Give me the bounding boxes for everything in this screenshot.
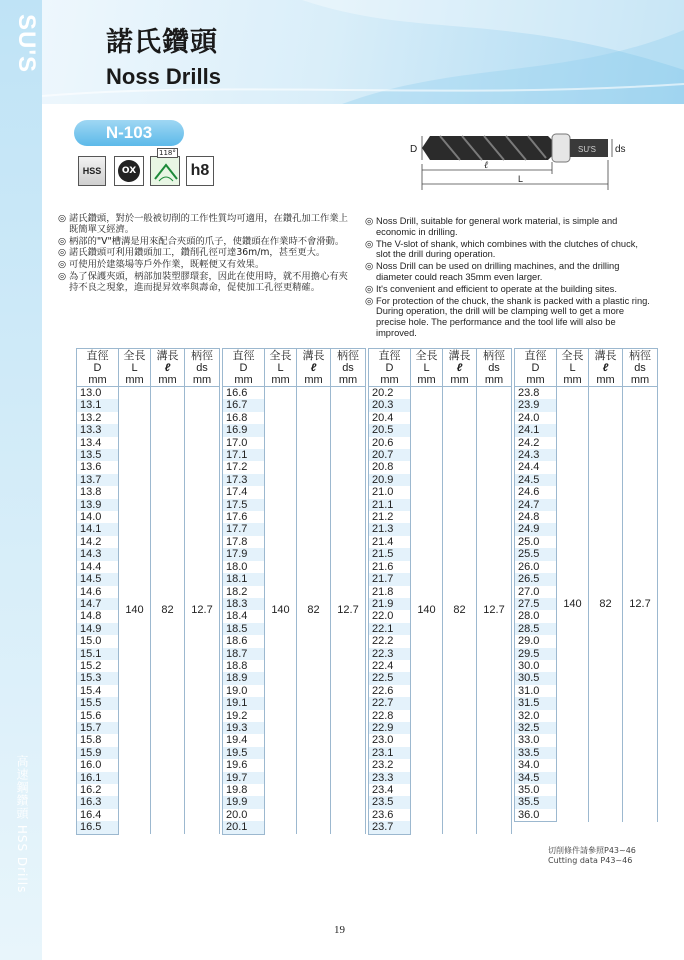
diameter-cell: 15.6: [77, 710, 119, 722]
diameter-cell: 17.4: [223, 486, 265, 498]
diameter-cell: 20.7: [369, 449, 411, 461]
table-header-length: 全長 L mm: [119, 349, 151, 387]
diameter-cell: 17.5: [223, 499, 265, 511]
diameter-cell: 30.5: [515, 672, 557, 684]
diameter-cell: 22.4: [369, 660, 411, 672]
diameter-cell: 27.5: [515, 598, 557, 610]
diameter-cell: 13.6: [77, 461, 119, 473]
diameter-cell: 15.3: [77, 672, 119, 684]
flute-length-cell: 82: [443, 387, 477, 835]
diameter-cell: 32.0: [515, 710, 557, 722]
length-cell: 140: [411, 387, 443, 835]
diameter-cell: 16.2: [77, 784, 119, 796]
diameter-cell: 16.7: [223, 399, 265, 411]
side-brand-logo: SU'S: [13, 14, 40, 74]
diameter-cell: 16.4: [77, 809, 119, 821]
description-item: ◎ Noss Drill, suitable for general work material, is simple and economic in drilling.: [365, 216, 618, 237]
description-item: ◎ 柄部的"V"槽溝是用來配合夾頭的爪子，使鑽頭在作業時不會滑動。: [58, 235, 345, 247]
diameter-cell: 25.5: [515, 548, 557, 560]
side-caption: 高速鋼鑽頭 HSS Drills: [15, 755, 29, 894]
diameter-cell: 20.6: [369, 437, 411, 449]
diameter-cell: 23.4: [369, 784, 411, 796]
diameter-cell: 18.2: [223, 586, 265, 598]
page-number: 19: [334, 924, 345, 936]
table-header-flute-length: 溝長 ℓ mm: [297, 349, 331, 387]
drill-diagram: [400, 128, 645, 194]
diameter-cell: 17.1: [223, 449, 265, 461]
table-header-flute-length: 溝長 ℓ mm: [443, 349, 477, 387]
diameter-cell: 24.9: [515, 523, 557, 535]
diameter-cell: 20.5: [369, 424, 411, 436]
diameter-cell: 14.0: [77, 511, 119, 523]
diameter-cell: 16.1: [77, 772, 119, 784]
diameter-cell: 22.0: [369, 610, 411, 622]
diameter-cell: 14.6: [77, 586, 119, 598]
diameter-cell: 13.0: [77, 387, 119, 400]
table-header-diameter: 直徑 D mm: [515, 349, 557, 387]
cutting-note-en: Cutting data P43~46: [548, 856, 633, 865]
description-item: ◎ For protection of the chuck, the shank is packed with a plastic ring. During operation, the drill will be clamping well to get a more precise hole. The performance and the tool life will also be improved.: [365, 295, 650, 338]
diameter-cell: 36.0: [515, 809, 557, 822]
shank-diameter-cell: 12.7: [185, 387, 220, 835]
flute-length-cell: 82: [151, 387, 185, 835]
diameter-cell: 14.8: [77, 610, 119, 622]
diameter-cell: 19.3: [223, 722, 265, 734]
diameter-cell: 25.0: [515, 536, 557, 548]
diameter-cell: 18.6: [223, 635, 265, 647]
description-item: ◎ 諾氏鑽頭，對於一般被切削的工作性質均可適用，在鑽孔加工作業上既簡單又經濟。: [58, 213, 348, 235]
point-angle-label: 118°: [159, 149, 176, 157]
dimension-flute-label: ℓ: [484, 160, 489, 171]
diameter-cell: 35.0: [515, 784, 557, 796]
diameter-cell: 19.7: [223, 772, 265, 784]
diameter-cell: 34.0: [515, 759, 557, 771]
diameter-cell: 24.2: [515, 437, 557, 449]
spec-table: [514, 348, 658, 822]
ox-coating-icon: [114, 156, 144, 186]
diameter-cell: 17.9: [223, 548, 265, 560]
diameter-cell: 20.1: [223, 821, 265, 834]
spec-table: [222, 348, 366, 835]
diameter-cell: 21.1: [369, 499, 411, 511]
diameter-cell: 14.4: [77, 561, 119, 573]
diameter-cell: 17.2: [223, 461, 265, 473]
side-strip: [0, 0, 42, 960]
cutting-note-cn: 切削條件請參照P43~46: [548, 846, 636, 855]
diameter-cell: 31.5: [515, 697, 557, 709]
product-code-badge: N-103: [74, 120, 184, 146]
hss-icon: HSS: [78, 156, 106, 186]
table-header-flute-length: 溝長 ℓ mm: [589, 349, 623, 387]
shank-diameter-cell: 12.7: [477, 387, 512, 835]
spec-table: [368, 348, 512, 835]
diameter-cell: 14.2: [77, 536, 119, 548]
tolerance-icon: h8: [186, 156, 214, 186]
dimension-ds-label: ds: [615, 144, 626, 155]
diameter-cell: 15.4: [77, 685, 119, 697]
diameter-cell: 15.5: [77, 697, 119, 709]
diameter-cell: 13.5: [77, 449, 119, 461]
description-item: ◎ 可使用於建築場等戶外作業，既輕便又有效果。: [58, 259, 265, 271]
diameter-cell: 21.5: [369, 548, 411, 560]
diameter-cell: 23.7: [369, 821, 411, 834]
diameter-cell: 13.8: [77, 486, 119, 498]
diameter-cell: 21.4: [369, 536, 411, 548]
flute-length-cell: 82: [297, 387, 331, 835]
diameter-cell: 22.1: [369, 623, 411, 635]
diameter-cell: 13.3: [77, 424, 119, 436]
diameter-cell: 19.1: [223, 697, 265, 709]
diameter-cell: 13.2: [77, 412, 119, 424]
diameter-cell: 13.1: [77, 399, 119, 411]
description-english: [365, 216, 653, 340]
diameter-cell: 19.4: [223, 734, 265, 746]
diameter-cell: 24.8: [515, 511, 557, 523]
length-cell: 140: [557, 387, 589, 822]
diameter-cell: 21.9: [369, 598, 411, 610]
cutting-data-note: [548, 846, 636, 866]
diameter-cell: 24.5: [515, 474, 557, 486]
diameter-cell: 16.8: [223, 412, 265, 424]
diameter-cell: 18.5: [223, 623, 265, 635]
table-header-diameter: 直徑 D mm: [223, 349, 265, 387]
shank-marking: SU'S: [578, 145, 596, 154]
diameter-cell: 24.0: [515, 412, 557, 424]
diameter-cell: 26.5: [515, 573, 557, 585]
diameter-cell: 20.8: [369, 461, 411, 473]
diameter-cell: 15.9: [77, 747, 119, 759]
diameter-cell: 23.0: [369, 734, 411, 746]
diameter-cell: 22.6: [369, 685, 411, 697]
diameter-cell: 18.0: [223, 561, 265, 573]
diameter-cell: 16.9: [223, 424, 265, 436]
diameter-cell: 20.2: [369, 387, 411, 400]
diameter-cell: 15.0: [77, 635, 119, 647]
diameter-cell: 24.7: [515, 499, 557, 511]
description-item: ◎ 為了保護夾頭，柄部加裝塑膠環套，因此在使用時，就不用擔心有夾持不良之現象，進而提昇效率與壽命，促使加工孔徑更精確。: [58, 270, 348, 293]
page-title-chinese: 諾氏鑽頭: [106, 27, 218, 58]
diameter-cell: 19.2: [223, 710, 265, 722]
dimension-D-label: D: [410, 144, 418, 155]
table-header-diameter: 直徑 D mm: [77, 349, 119, 387]
table-header-diameter: 直徑 D mm: [369, 349, 411, 387]
spec-table: [76, 348, 220, 835]
dimension-L-label: L: [518, 174, 524, 184]
diameter-cell: 19.6: [223, 759, 265, 771]
table-header-shank-diameter: 柄徑 ds mm: [185, 349, 220, 387]
diameter-cell: 14.9: [77, 623, 119, 635]
diameter-cell: 31.0: [515, 685, 557, 697]
diameter-cell: 18.9: [223, 672, 265, 684]
diameter-cell: 27.0: [515, 586, 557, 598]
description-item: ◎ 諾氏鑽頭可利用鑽頭加工，鑽削孔徑可達36m/m，甚至更大。: [58, 247, 326, 259]
diameter-cell: 17.6: [223, 511, 265, 523]
diameter-cell: 21.8: [369, 586, 411, 598]
diameter-cell: 28.0: [515, 610, 557, 622]
description-item: ◎ It's convenient and efficient to operate at the building sites.: [365, 283, 617, 294]
diameter-cell: 19.9: [223, 796, 265, 808]
diameter-cell: 18.4: [223, 610, 265, 622]
shank-diameter-cell: 12.7: [623, 387, 658, 822]
diameter-cell: 23.1: [369, 747, 411, 759]
diameter-cell: 23.9: [515, 399, 557, 411]
diameter-cell: 24.6: [515, 486, 557, 498]
diameter-cell: 15.8: [77, 734, 119, 746]
diameter-cell: 16.0: [77, 759, 119, 771]
length-cell: 140: [119, 387, 151, 835]
diameter-cell: 24.4: [515, 461, 557, 473]
diameter-cell: 21.3: [369, 523, 411, 535]
table-header-flute-length: 溝長 ℓ mm: [151, 349, 185, 387]
diameter-cell: 28.5: [515, 623, 557, 635]
diameter-cell: 33.5: [515, 747, 557, 759]
diameter-cell: 15.1: [77, 648, 119, 660]
diameter-cell: 17.7: [223, 523, 265, 535]
diameter-cell: 14.7: [77, 598, 119, 610]
table-header-shank-diameter: 柄徑 ds mm: [623, 349, 658, 387]
diameter-cell: 18.3: [223, 598, 265, 610]
diameter-cell: 17.8: [223, 536, 265, 548]
diameter-cell: 18.7: [223, 648, 265, 660]
diameter-cell: 13.7: [77, 474, 119, 486]
diameter-cell: 23.6: [369, 809, 411, 821]
diameter-cell: 16.3: [77, 796, 119, 808]
diameter-cell: 24.1: [515, 424, 557, 436]
diameter-cell: 32.5: [515, 722, 557, 734]
table-header-length: 全長 L mm: [265, 349, 297, 387]
diameter-cell: 33.0: [515, 734, 557, 746]
shank-diameter-cell: 12.7: [331, 387, 366, 835]
description-item: ◎ The V-slot of shank, which combines with the clutches of chuck, slot the drill during operation.: [365, 238, 638, 260]
diameter-cell: 14.3: [77, 548, 119, 560]
page-title-english: Noss Drills: [106, 64, 221, 89]
diameter-cell: 22.5: [369, 672, 411, 684]
table-header-shank-diameter: 柄徑 ds mm: [331, 349, 366, 387]
diameter-cell: 22.8: [369, 710, 411, 722]
diameter-cell: 20.0: [223, 809, 265, 821]
diameter-cell: 23.3: [369, 772, 411, 784]
diameter-cell: 15.2: [77, 660, 119, 672]
description-chinese: [58, 214, 348, 295]
diameter-cell: 23.8: [515, 387, 557, 400]
diameter-cell: 19.5: [223, 747, 265, 759]
diameter-cell: 17.3: [223, 474, 265, 486]
diameter-cell: 20.9: [369, 474, 411, 486]
diameter-cell: 34.5: [515, 772, 557, 784]
diameter-cell: 19.0: [223, 685, 265, 697]
diameter-cell: 21.7: [369, 573, 411, 585]
diameter-cell: 22.2: [369, 635, 411, 647]
diameter-cell: 22.7: [369, 697, 411, 709]
table-row: [369, 387, 512, 400]
ox-coating-label: OX: [118, 160, 140, 182]
header-band: [42, 0, 684, 104]
diameter-cell: 21.2: [369, 511, 411, 523]
diameter-cell: 35.5: [515, 796, 557, 808]
diameter-cell: 18.8: [223, 660, 265, 672]
diameter-cell: 14.5: [77, 573, 119, 585]
diameter-cell: 29.0: [515, 635, 557, 647]
table-row: [77, 387, 220, 400]
table-header-length: 全長 L mm: [557, 349, 589, 387]
diameter-cell: 15.7: [77, 722, 119, 734]
diameter-cell: 17.0: [223, 437, 265, 449]
diameter-cell: 13.9: [77, 499, 119, 511]
point-angle-glyph: [151, 157, 181, 187]
description-item: ◎ Noss Drill can be used on drilling machines, and the drilling diameter could reach 35mm even larger.: [365, 261, 620, 282]
diameter-cell: 20.3: [369, 399, 411, 411]
diameter-cell: 19.8: [223, 784, 265, 796]
table-header-shank-diameter: 柄徑 ds mm: [477, 349, 512, 387]
diameter-cell: 29.5: [515, 648, 557, 660]
diameter-cell: 20.4: [369, 412, 411, 424]
diameter-cell: 16.6: [223, 387, 265, 400]
diameter-cell: 14.1: [77, 523, 119, 535]
diameter-cell: 22.9: [369, 722, 411, 734]
diameter-cell: 21.0: [369, 486, 411, 498]
diameter-cell: 22.3: [369, 648, 411, 660]
diameter-cell: 16.5: [77, 821, 119, 834]
diameter-cell: 23.2: [369, 759, 411, 771]
diameter-cell: 18.1: [223, 573, 265, 585]
point-angle-icon: [150, 149, 180, 186]
length-cell: 140: [265, 387, 297, 835]
flute-length-cell: 82: [589, 387, 623, 822]
diameter-cell: 24.3: [515, 449, 557, 461]
diameter-cell: 23.5: [369, 796, 411, 808]
diameter-cell: 21.6: [369, 561, 411, 573]
diameter-cell: 30.0: [515, 660, 557, 672]
diameter-cell: 26.0: [515, 561, 557, 573]
table-row: [515, 387, 658, 400]
diameter-cell: 13.4: [77, 437, 119, 449]
table-header-length: 全長 L mm: [411, 349, 443, 387]
table-row: [223, 387, 366, 400]
